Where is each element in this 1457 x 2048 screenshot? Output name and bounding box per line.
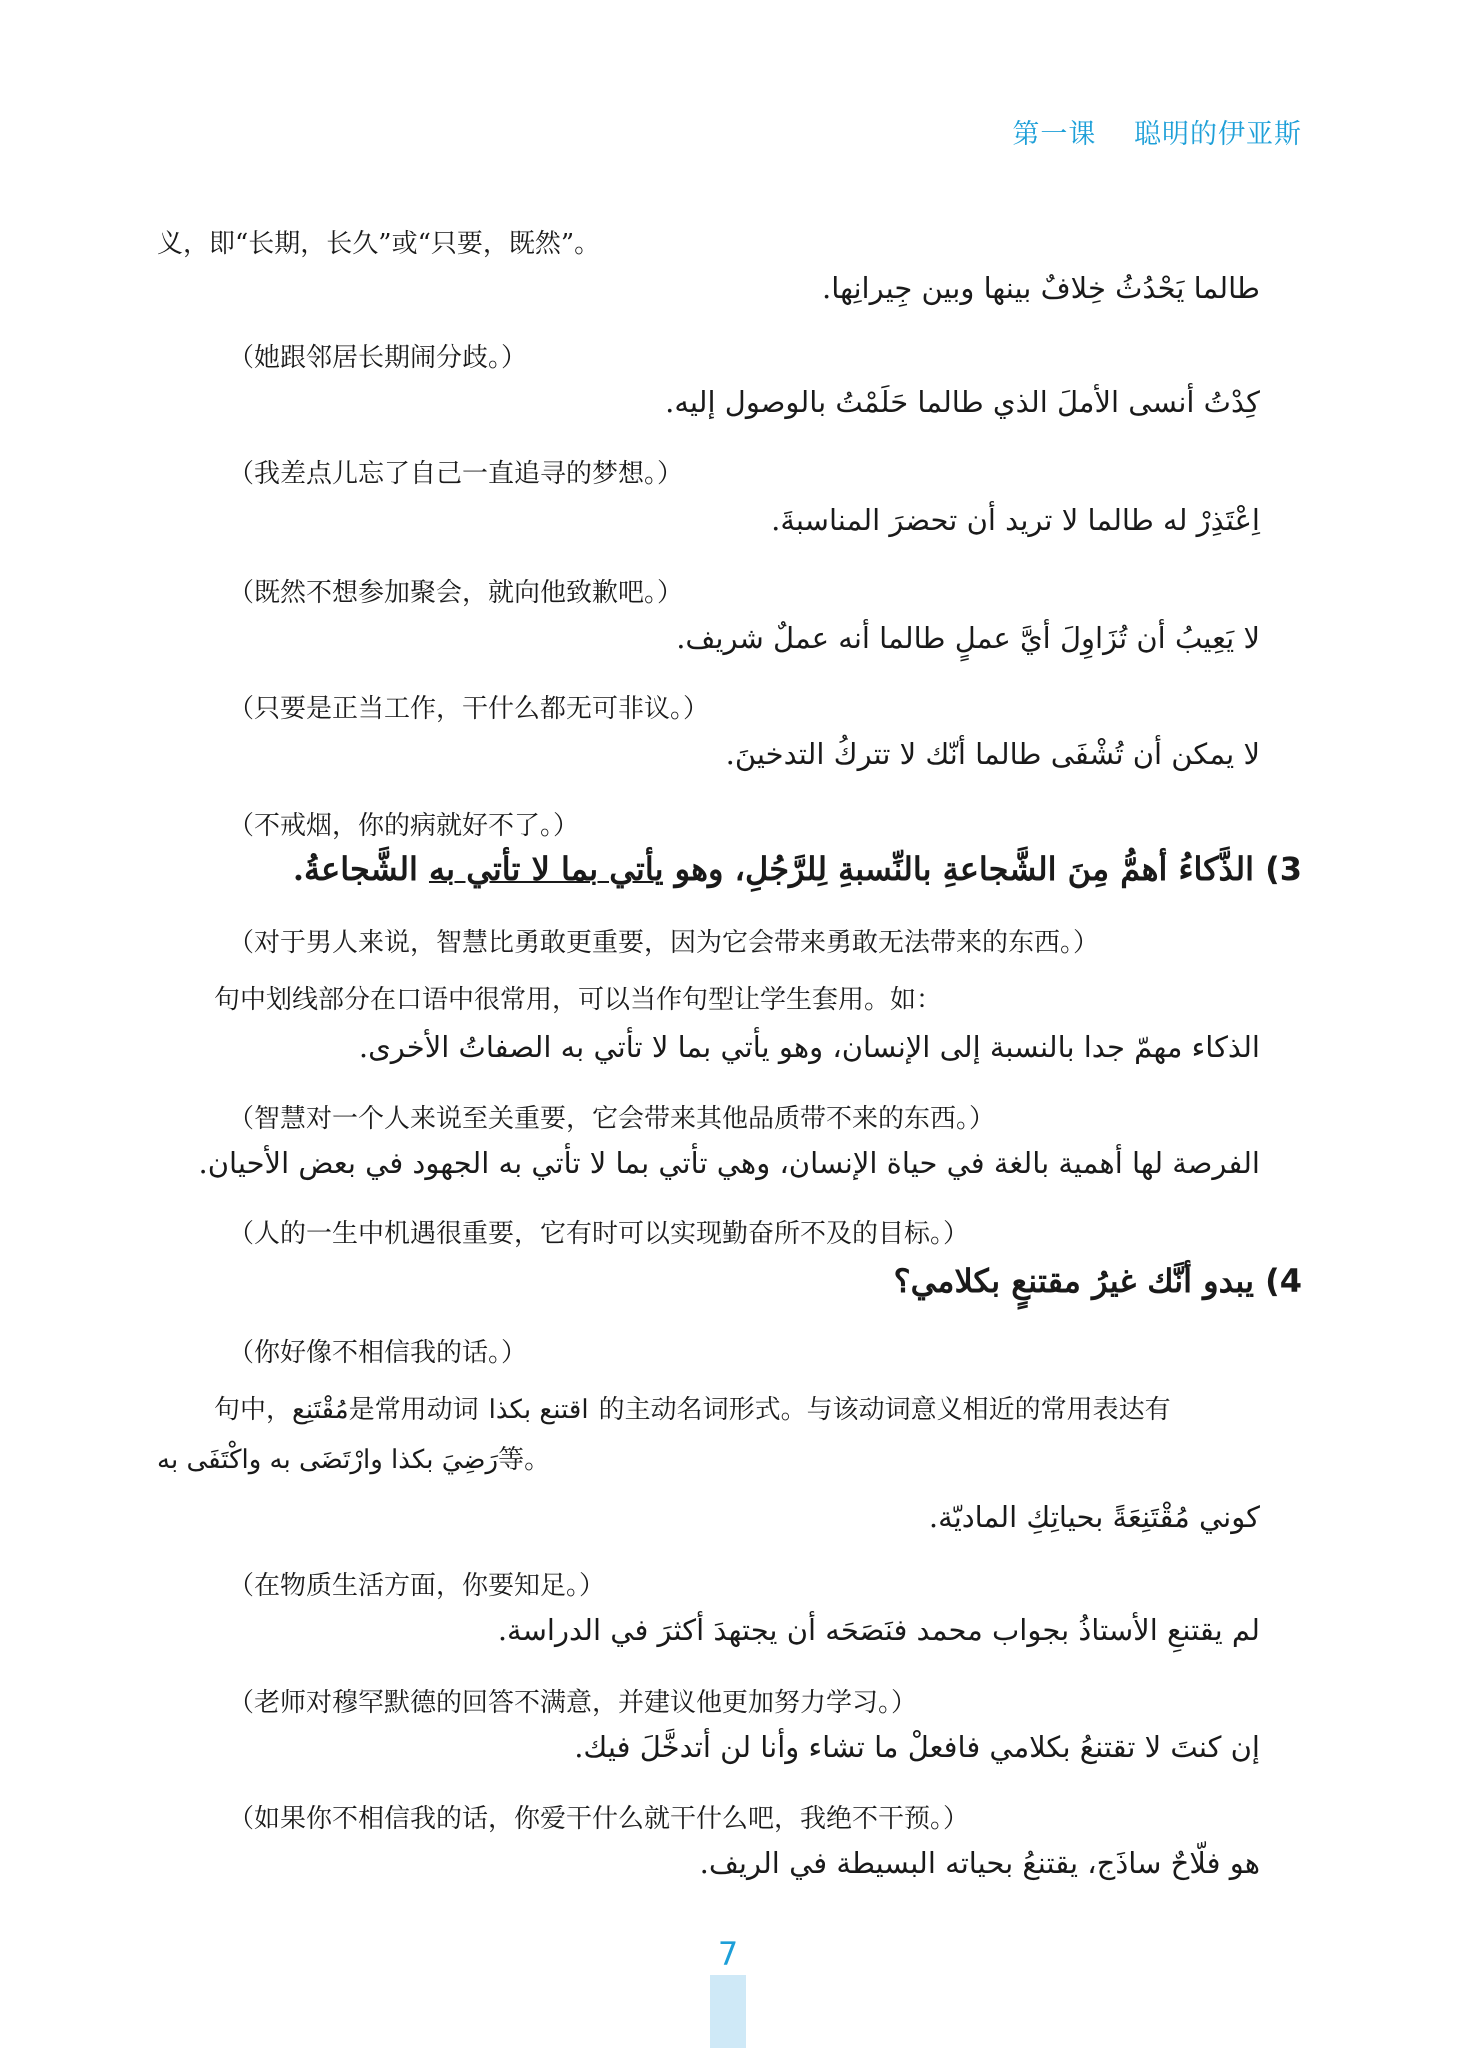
heading-text-end: الشَّجاعةُ. (292, 850, 418, 888)
header-lesson: 第一课 (1012, 119, 1097, 150)
translation-line: （既然不想参加聚会，就向他致歉吧。） (228, 578, 684, 608)
translation-line: （你好像不相信我的话。） (228, 1338, 528, 1368)
arabic-example: هو فلّاحٌ ساذَج، يقتنعُ بحياته البسيطة في الريف. (699, 1846, 1260, 1880)
arabic-example: كِدْتُ أنسى الأملَ الذي طالما حَلَمْتُ بالوصول إليه. (665, 385, 1260, 419)
arabic-example: الفرصة لها أهمية بالغة في حياة الإنسان، وهي تأتي بما لا تأتي به الجهود في بعض الأحيان. (198, 1146, 1260, 1180)
arabic-example: لا يَعِيبُ أن تُزَاوِلَ أيَّ عملٍ طالما أنه عملٌ شريف. (676, 621, 1260, 655)
translation-line: （人的一生中机遇很重要，它有时可以实现勤奋所不及的目标。） (228, 1219, 970, 1249)
text-fragment: 句中， (214, 1395, 293, 1425)
arabic-term: مُقْتَنِع (292, 1395, 349, 1425)
text-fragment: 的主动名词形式。与该动词意义相近的常用表达有 (598, 1395, 1171, 1425)
arabic-example: اِعْتَذِرْ له طالما لا تريد أن تحضرَ المناسبةَ. (771, 503, 1260, 537)
running-header (1012, 112, 1302, 151)
section-heading-3 (293, 850, 1302, 888)
translation-line: （对于男人来说，智慧比勇敢更重要，因为它会带来勇敢无法带来的东西。） (228, 928, 1100, 958)
heading-number: 4) (1265, 1262, 1302, 1300)
arabic-example: لا يمكن أن تُشْفَى طالما أنّك لا تتركُ التدخينَ. (725, 737, 1260, 771)
text-line (157, 1439, 550, 1476)
text-fragment: 是常用动词 (348, 1395, 479, 1425)
translation-line: （老师对穆罕默德的回答不满意，并建议他更加努力学习。） (228, 1688, 918, 1718)
translation-line: （如果你不相信我的话，你爱干什么就干什么吧，我绝不干预。） (228, 1804, 970, 1834)
page-number: 7 (717, 1935, 739, 1973)
arabic-term: اقتنع بكذا (488, 1395, 589, 1425)
translation-line: （智慧对一个人来说至关重要，它会带来其他品质带不来的东西。） (228, 1104, 996, 1134)
arabic-example: لم يقتنعِ الأستاذُ بجواب محمد فنَصَحَه أن يجتهدَ أكثرَ في الدراسة. (497, 1613, 1260, 1647)
arabic-example: كوني مُقْتَنِعَةً بحياتِكِ الماديّة. (928, 1500, 1260, 1534)
section-heading-4 (894, 1262, 1302, 1300)
header-title: 聪明的伊亚斯 (1134, 119, 1302, 150)
heading-text: الذَّكاءُ أهمُّ مِنَ الشَّجاعةِ بالنِّسبةِ لِلرَّجُلِ، وهو (674, 850, 1254, 888)
translation-line: （只要是正当工作，干什么都无可非议。） (228, 694, 710, 724)
arabic-example: طالما يَحْدُثُ خِلافٌ بينها وبين جِيرانِها. (822, 271, 1260, 305)
heading-number: 3) (1265, 850, 1302, 888)
text-line: 句中划线部分在口语中很常用，可以当作句型让学生套用。如： (214, 985, 943, 1015)
text-line: 义，即“长期，长久”或“只要，既然”。 (157, 229, 601, 259)
heading-underlined-phrase: يأتي بما لا تأتي به (428, 850, 664, 888)
arabic-example: إن كنتَ لا تقتنعُ بكلامي فافعلْ ما تشاء وأنا لن أتدخَّلَ فيك. (574, 1730, 1260, 1764)
page-tab-decoration (710, 1975, 746, 2048)
heading-text: يبدو أنَّك غيرُ مقتنعٍ بكلامي؟ (893, 1262, 1254, 1300)
translation-line: （她跟邻居长期闹分歧。） (228, 343, 528, 373)
text-fragment: 等。 (498, 1445, 551, 1475)
text-line (214, 1389, 1171, 1426)
arabic-example: الذكاء مهمّ جدا بالنسبة إلى الإنسان، وهو يأتي بما لا تأتي به الصفاتُ الأخرى. (358, 1030, 1260, 1064)
translation-line: （我差点儿忘了自己一直追寻的梦想。） (228, 459, 684, 489)
translation-line: （不戒烟，你的病就好不了。） (228, 811, 580, 841)
translation-line: （在物质生活方面，你要知足。） (228, 1571, 606, 1601)
arabic-term: رَضِيَ بكذا وارْتَضَى به واكْتَفَى به (157, 1445, 499, 1475)
